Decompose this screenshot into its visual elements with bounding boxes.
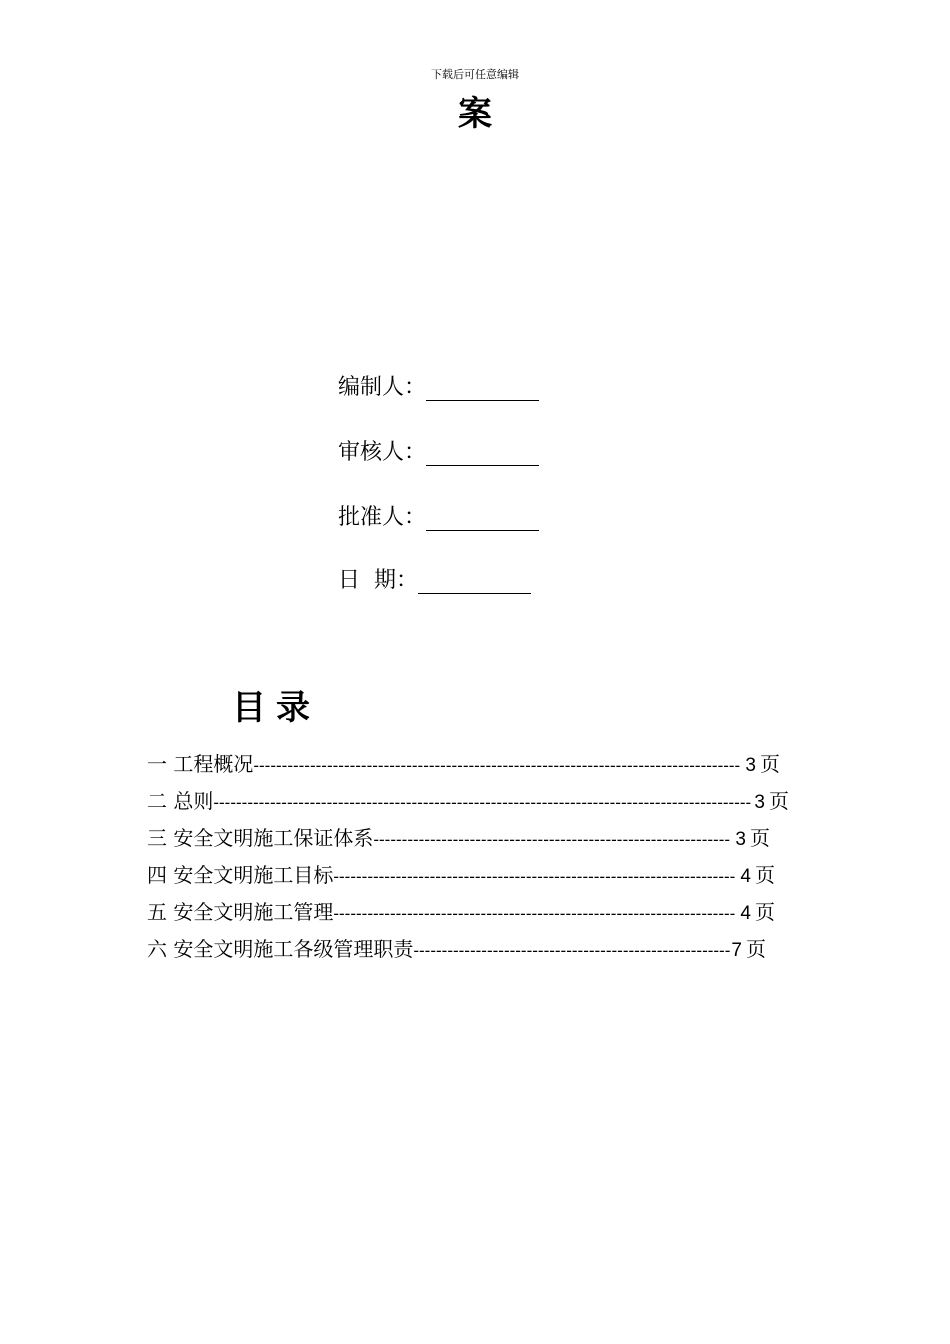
toc-title: 目录 (232, 688, 320, 728)
toc-item-page: 4 (740, 903, 751, 924)
signature-row-date (338, 563, 531, 594)
toc-leader-dashes: ----------------------------------------------------------------------- (333, 904, 736, 923)
document-title: 案 (458, 94, 492, 134)
signature-row-approver (338, 500, 539, 531)
signature-row-reviewer (338, 435, 539, 466)
toc-item-text: 六 安全文明施工各级管理职责 (147, 937, 414, 961)
signature-blank-line[interactable] (426, 506, 539, 531)
toc-item[interactable] (147, 822, 770, 851)
toc-item-page: 3 (754, 792, 765, 813)
toc-page-suffix: 页 (749, 826, 770, 850)
toc-item[interactable] (147, 785, 789, 814)
signature-blank-line[interactable] (426, 376, 539, 401)
toc-item-page: 3 (745, 755, 756, 776)
toc-item[interactable] (147, 748, 780, 777)
toc-item-text: 五 安全文明施工管理 (147, 900, 334, 924)
toc-page-suffix: 页 (759, 752, 780, 776)
signature-label: 审核人： (338, 440, 427, 465)
signature-label: 日 期： (338, 568, 418, 593)
toc-leader-dashes: -------------------------------------------------------- (413, 941, 731, 960)
toc-item-page: 7 (731, 940, 742, 961)
toc-item-text: 二 总则 (147, 789, 214, 813)
signature-row-editor (338, 370, 539, 401)
toc-item[interactable] (147, 896, 775, 925)
toc-page-suffix: 页 (754, 863, 775, 887)
toc-leader-dashes: -------------------------------------------------------------------------------------- (253, 756, 741, 775)
toc-item-text: 一 工程概况 (147, 752, 254, 776)
toc-page-suffix: 页 (768, 789, 789, 813)
signature-blank-line[interactable] (426, 441, 539, 466)
toc-item-text: 三 安全文明施工保证体系 (147, 826, 374, 850)
signature-label: 批准人： (338, 505, 427, 530)
toc-item[interactable] (147, 933, 766, 962)
toc-page-suffix: 页 (754, 900, 775, 924)
toc-leader-dashes: ----------------------------------------------------------------------------------------------- (213, 793, 752, 812)
toc-leader-dashes: --------------------------------------------------------------- (373, 830, 731, 849)
toc-item-page: 4 (740, 866, 751, 887)
signature-label: 编制人： (338, 375, 427, 400)
signature-blank-line[interactable] (418, 569, 531, 594)
header-note: 下载后可任意编辑 (431, 68, 519, 81)
toc-item-page: 3 (735, 829, 746, 850)
toc-item-text: 四 安全文明施工目标 (147, 863, 334, 887)
toc-page-suffix: 页 (745, 937, 766, 961)
toc-leader-dashes: ----------------------------------------------------------------------- (333, 867, 736, 886)
toc-item[interactable] (147, 859, 775, 888)
